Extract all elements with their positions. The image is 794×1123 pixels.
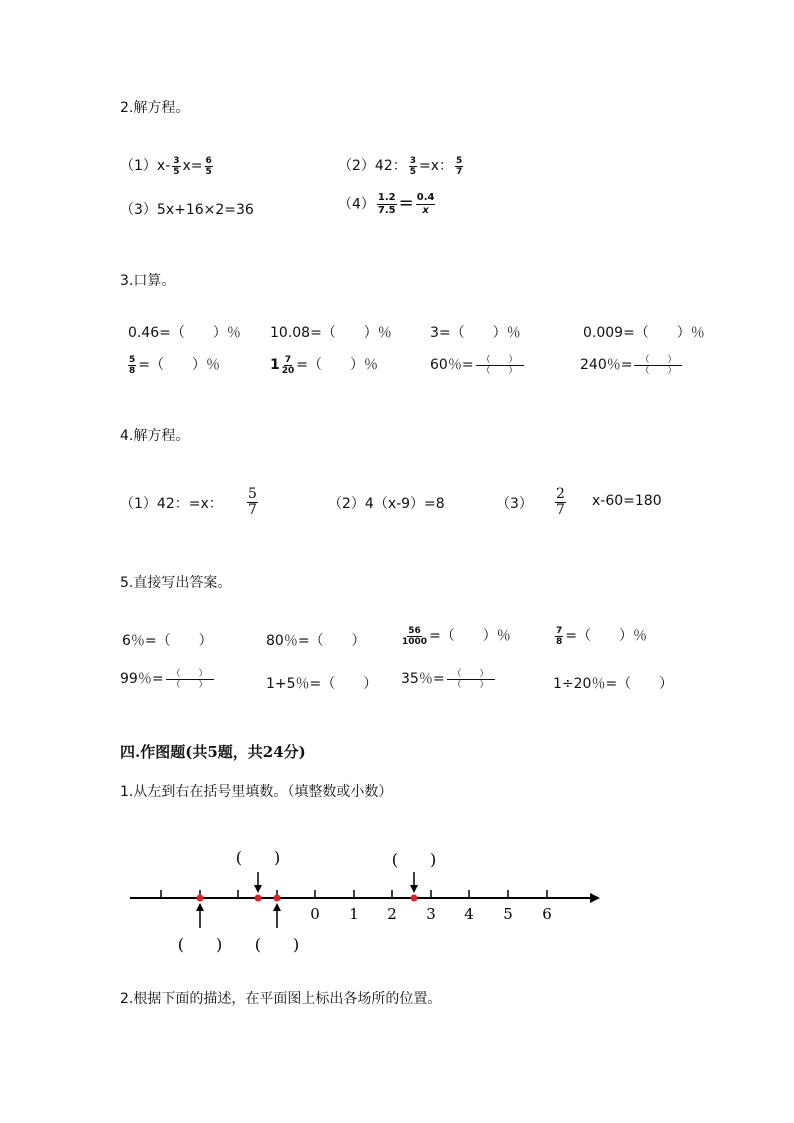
section2-title: 2.解方程。 (120, 100, 190, 116)
tick-label-4: 4 (464, 905, 474, 923)
fraction: $\frac{7}{20}$ (281, 354, 295, 376)
answer-blank[interactable]: ( ) (254, 935, 300, 954)
equation-4-3-fraction (553, 487, 568, 518)
oral-calc-2: 10.08=（ ）％ (270, 325, 392, 341)
oral-calc-7: 60％= $\frac{( )}{( )}$ (430, 354, 526, 376)
fraction-blank: $\frac{( )}{( )}$ (476, 355, 524, 376)
up-arrow-icon (196, 903, 204, 911)
oral-calc-5: $\frac{5}{8}$ =（ ）％ (129, 354, 220, 376)
tick-label-1: 1 (349, 905, 359, 923)
equation-4-3: （3） (496, 496, 533, 512)
equation-3: （3）5x+16×2=36 (120, 202, 254, 218)
answer-3: $\frac{56}{1000}$ =（ ）％ (402, 625, 511, 647)
tick-label-6: 6 (542, 905, 552, 923)
answer-1: 6％=（ ） (122, 633, 213, 649)
answer-5: 99％= $\frac{( )}{( )}$ (120, 668, 216, 690)
fraction-blank: $\frac{( )}{( )}$ (166, 669, 214, 690)
answer-6: 1+5％=（ ） (266, 676, 378, 692)
part4-question-2: 2.根据下面的描述，在平面图上标出各场所的位置。 (120, 991, 442, 1007)
oral-calc-8: 240％= $\frac{( )}{( )}$ (580, 354, 684, 376)
point-marker (274, 895, 281, 902)
fraction: $\frac{2}{7}$ (556, 486, 565, 518)
answer-blank[interactable]: ( ) (235, 848, 281, 867)
answer-8: 1÷20％=（ ） (553, 676, 674, 692)
tick-label-0: 0 (310, 905, 320, 923)
fraction: $\frac{3}{5}$ (173, 155, 180, 177)
oral-calc-1: 0.46=（ ）％ (128, 325, 241, 341)
equation-2: （2）42： $\frac{3}{5}$ =x： $\frac{5}{7}$ (338, 155, 463, 177)
equation-4-1: （1）42：=x： (120, 496, 223, 512)
part4-title: 四.作图题(共5题，共24分) (120, 743, 306, 761)
equation-4-3-tail: x-60=180 (592, 493, 662, 509)
fraction: $\frac{6}{5}$ (205, 155, 212, 177)
answer-2: 80％=（ ） (266, 633, 366, 649)
fraction: $\frac{5}{8}$ (129, 354, 136, 376)
number-line-ticks (161, 890, 547, 898)
answer-blank[interactable]: ( ) (391, 850, 437, 869)
section5-title: 5.直接写出答案。 (120, 575, 232, 591)
fraction: $\frac{5}{7}$ (456, 155, 463, 177)
oral-calc-4: 0.009=（ ）％ (583, 325, 705, 341)
fraction-blank: $\frac{( )}{( )}$ (447, 669, 495, 690)
fraction: $\frac{5}{7}$ (248, 486, 257, 518)
point-marker (411, 895, 418, 902)
answer-4: $\frac{7}{8}$ =（ ）％ (556, 625, 647, 647)
fraction: $\frac{1.2}{7.5}$ (377, 192, 396, 216)
answer-7: 35％= $\frac{( )}{( )}$ (401, 668, 497, 690)
equation-4: （4） $\frac{1.2}{7.5}$ = $\frac{0.4}{x}$ (338, 192, 435, 216)
answer-blank[interactable]: ( ) (177, 935, 223, 954)
tick-label-5: 5 (503, 905, 513, 923)
equation-1: （1）x- $\frac{3}{5}$ x= $\frac{6}{5}$ (120, 155, 212, 177)
number-line-arrowhead (590, 893, 600, 903)
section3-title: 3.口算。 (120, 273, 176, 289)
equation-4-1-fraction (245, 487, 260, 518)
down-arrow-icon (254, 885, 262, 893)
section4-title: 4.解方程。 (120, 428, 190, 444)
up-arrow-icon (273, 903, 281, 911)
fraction: $\frac{56}{1000}$ (402, 625, 428, 647)
part4-question-1: 1.从左到右在括号里填数。（填整数或小数） (120, 784, 393, 800)
fraction-blank: $\frac{( )}{( )}$ (634, 355, 682, 376)
tick-label-2: 2 (387, 905, 397, 923)
fraction: $\frac{0.4}{x}$ (416, 192, 435, 216)
oral-calc-3: 3=（ ）％ (430, 325, 521, 341)
fraction: $\frac{3}{5}$ (409, 155, 416, 177)
down-arrow-icon (410, 885, 418, 893)
equation-4-2: （2）4（x-9）=8 (328, 496, 445, 512)
tick-label-3: 3 (426, 905, 436, 923)
fraction: $\frac{7}{8}$ (556, 625, 563, 647)
point-marker (255, 895, 262, 902)
number-line (0, 840, 794, 960)
oral-calc-6: 1 $\frac{7}{20}$ =（ ）％ (270, 354, 379, 376)
point-marker (197, 895, 204, 902)
